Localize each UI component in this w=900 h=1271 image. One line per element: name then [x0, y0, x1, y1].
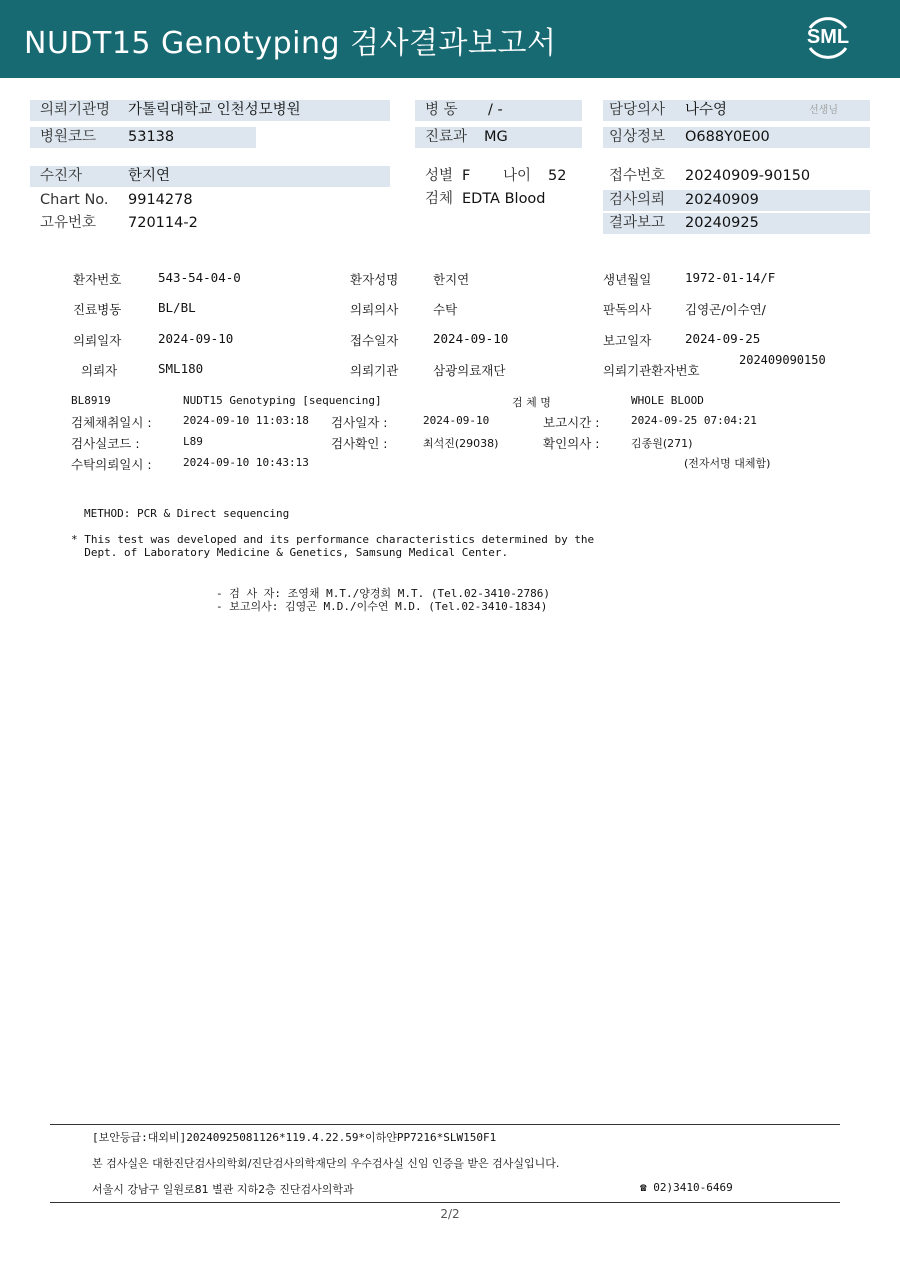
- receipt-label: 접수번호: [609, 168, 666, 184]
- specimen-label: 검체: [425, 191, 454, 207]
- report-date-row: [603, 213, 870, 234]
- phone-line: ☎ 02)3410-6469: [640, 1181, 733, 1194]
- patient-row: [30, 166, 390, 187]
- dept-row: [415, 127, 582, 148]
- sex-label: 성별: [425, 168, 454, 184]
- collect-value: 2024-09-10 11:03:18: [183, 414, 309, 427]
- dept-value: MG: [484, 129, 508, 145]
- s2-label: 진료병동: [73, 302, 122, 317]
- test-code: BL8919: [71, 394, 111, 407]
- sex-age-row: [415, 166, 595, 187]
- report-time-value: 2024-09-25 07:04:21: [631, 414, 757, 427]
- hospital-code-value: 53138: [128, 129, 175, 145]
- s2-label: 의뢰의사: [350, 302, 399, 317]
- s2-value: 2024-09-10: [158, 331, 234, 346]
- patient-label: 수진자: [40, 168, 83, 184]
- lab-code-value: L89: [183, 435, 203, 448]
- doctor-value: 나수영: [685, 102, 728, 118]
- s2-value: 삼광의료재단: [433, 363, 506, 378]
- chart-row: [30, 190, 390, 211]
- s2-value: 2024-09-10: [433, 331, 509, 346]
- patient-value: 한지연: [128, 168, 171, 184]
- specimen-row: [415, 189, 595, 210]
- lab-code-label: 검사실코드 :: [71, 436, 140, 451]
- dept-label: 진료과: [425, 129, 468, 145]
- specimen-name-value: WHOLE BLOOD: [631, 394, 704, 407]
- report-header: [0, 0, 900, 78]
- sml-logo: [802, 12, 854, 64]
- hospital-code-label: 병원코드: [40, 129, 97, 145]
- certified-line: 본 검사실은 대한진단검사의학회/진단검사의학재단의 우수검사실 신임 인증을 받은 검사실입니다.: [92, 1157, 560, 1170]
- request-row: [603, 190, 870, 211]
- specimen-value: EDTA Blood: [462, 191, 546, 207]
- ward-row: [415, 100, 582, 121]
- doctor-row: [603, 100, 870, 121]
- request-label: 검사의뢰: [609, 192, 666, 208]
- s2-label: 의뢰기관환자번호: [603, 363, 700, 378]
- physician-label: 확인의사 :: [543, 436, 600, 451]
- s2-value: 김영곤/이수연/: [685, 302, 766, 317]
- s2-label: 판독의사: [603, 302, 652, 317]
- s2-value: 수탁: [433, 302, 458, 317]
- s2-value: BL/BL: [158, 300, 196, 315]
- note-line-1: * This test was developed and its performance characteristics determined by the: [71, 533, 595, 546]
- test-date-label: 검사일자 :: [331, 415, 388, 430]
- s2-label: 보고일자: [603, 333, 652, 348]
- security-line: [보안등급:대외비]20240925081126*119.4.22.59*이하얀PP7216*SLW150F1: [92, 1131, 497, 1144]
- note-line-2: Dept. of Laboratory Medicine & Genetics, Samsung Medical Center.: [71, 546, 509, 559]
- tester-line: - 검 사 자: 조영채 M.T./양경희 M.T. (Tel.02-3410-2786): [216, 587, 551, 600]
- s2-value: SML180: [158, 361, 204, 376]
- s2-value: 202409090150: [739, 353, 826, 367]
- footer-top-divider: [50, 1124, 840, 1125]
- s2-label: 접수일자: [350, 333, 399, 348]
- age-value: 52: [548, 168, 567, 184]
- test-date-value: 2024-09-10: [423, 414, 490, 427]
- reporter-line: - 보고의사: 김영곤 M.D./이수연 M.D. (Tel.02-3410-1834): [216, 600, 548, 613]
- s2-value: 1972-01-14/F: [685, 270, 776, 285]
- chart-label: Chart No.: [40, 192, 109, 208]
- confirm-value: 최석진(29038): [423, 437, 499, 450]
- institution-row: [30, 100, 390, 121]
- chart-value: 9914278: [128, 192, 193, 208]
- confirm-label: 검사확인 :: [331, 436, 388, 451]
- sex-value: F: [462, 168, 471, 184]
- s2-label: 환자번호: [73, 272, 122, 287]
- report-time-label: 보고시간 :: [543, 415, 600, 430]
- address-line: 서울시 강남구 일원로81 별관 지하2층 진단검사의학과: [92, 1183, 354, 1196]
- s2-value: 2024-09-25: [685, 331, 761, 346]
- request-value: 20240909: [685, 192, 759, 208]
- clinical-label: 임상정보: [609, 129, 666, 145]
- clinical-row: [603, 127, 870, 148]
- report-date-value: 20240925: [685, 215, 759, 231]
- footer-bottom-divider: [50, 1202, 840, 1203]
- receipt-value: 20240909-90150: [685, 168, 811, 184]
- id-value: 720114-2: [128, 215, 198, 231]
- ward-label: 병 동: [425, 102, 458, 118]
- ward-value: / -: [488, 102, 503, 118]
- age-label: 나이: [503, 168, 532, 184]
- doctor-label: 담당의사: [609, 102, 666, 118]
- s2-value: 543-54-04-0: [158, 270, 241, 285]
- page-number: 2/2: [440, 1207, 460, 1221]
- esign-note: (전자서명 대체함): [684, 457, 771, 470]
- collect-label: 검체채취일시 :: [71, 415, 152, 430]
- doctor-suffix: 선생님: [809, 105, 838, 116]
- institution-value: 가톨릭대학교 인천성모병원: [128, 102, 301, 118]
- method-text: METHOD: PCR & Direct sequencing: [84, 507, 290, 520]
- institution-label: 의뢰기관명: [40, 102, 111, 118]
- report-date-label: 결과보고: [609, 215, 666, 231]
- received-label: 수탁의뢰일시 :: [71, 457, 152, 472]
- s2-value: 한지연: [433, 272, 470, 287]
- clinical-value: O688Y0E00: [685, 129, 770, 145]
- received-value: 2024-09-10 10:43:13: [183, 456, 309, 469]
- test-name: NUDT15 Genotyping [sequencing]: [183, 394, 382, 407]
- s2-label: 의뢰기관: [350, 363, 399, 378]
- logo-text: SML: [806, 26, 850, 48]
- s2-label: 의뢰일자: [73, 333, 122, 348]
- receipt-row: [603, 166, 870, 187]
- physician-value: 김종원(271): [631, 437, 693, 450]
- s2-label: 생년월일: [603, 272, 652, 287]
- id-row: [30, 213, 390, 234]
- s2-label: 의뢰자: [81, 363, 118, 378]
- s2-label: 환자성명: [350, 272, 399, 287]
- hospital-code-row: [30, 127, 256, 148]
- id-label: 고유번호: [40, 215, 97, 231]
- report-title: NUDT15 Genotyping 검사결과보고서: [24, 26, 557, 61]
- specimen-name-label: 검 체 명: [512, 396, 551, 409]
